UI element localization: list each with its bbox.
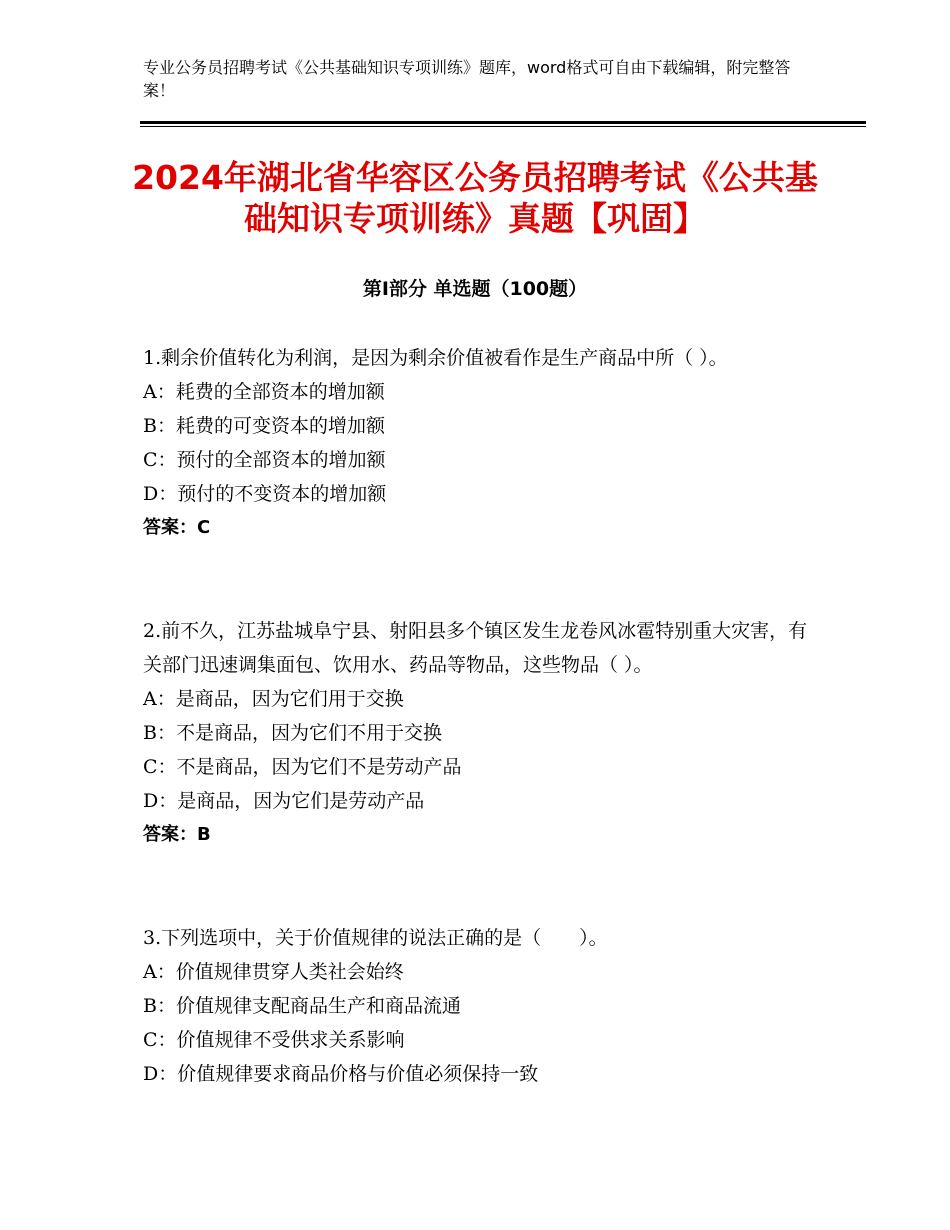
- document-title: 2024年湖北省华容区公务员招聘考试《公共基础知识专项训练》真题【巩固】: [132, 158, 818, 238]
- header-rule-thick: [140, 121, 866, 124]
- question-1: [143, 341, 808, 545]
- option-a: A：耗费的全部资本的增加额: [143, 381, 385, 403]
- option-c: C：价值规律不受供求关系影响: [143, 1029, 405, 1051]
- answer: 答案：B: [143, 824, 211, 845]
- option-a: A：是商品，因为它们用于交换: [143, 688, 404, 710]
- option-d: D：预付的不变资本的增加额: [143, 483, 387, 505]
- question-stem: 1.剩余价值转化为利润，是因为剩余价值被看作是生产商品中所（ ）。: [143, 347, 728, 369]
- option-d: D：价值规律要求商品价格与价值必须保持一致: [143, 1063, 539, 1085]
- option-a: A：价值规律贯穿人类社会始终: [143, 961, 404, 983]
- option-c: C：不是商品，因为它们不是劳动产品: [143, 756, 462, 778]
- section-title: 第Ⅰ部分 单选题（100题）: [362, 278, 588, 300]
- option-c: C：预付的全部资本的增加额: [143, 449, 386, 471]
- header-note: 专业公务员招聘考试《公共基础知识专项训练》题库，word格式可自由下载编辑，附完整答案！: [143, 58, 791, 100]
- option-d: D：是商品，因为它们是劳动产品: [143, 790, 425, 812]
- question-stem: 2.前不久，江苏盐城阜宁县、射阳县多个镇区发生龙卷风冰雹特别重大灾害，有关部门迅速调集面包、饮用水、药品等物品，这些物品（ ）。: [143, 620, 808, 676]
- option-b: B：耗费的可变资本的增加额: [143, 415, 385, 437]
- question-stem: 3.下列选项中，关于价值规律的说法正确的是（ ）。: [143, 927, 608, 949]
- option-b: B：不是商品，因为它们不用于交换: [143, 722, 442, 744]
- header-rule-thin: [140, 126, 866, 127]
- answer: 答案：C: [143, 517, 211, 538]
- question-3: [143, 921, 808, 1091]
- option-b: B：价值规律支配商品生产和商品流通: [143, 995, 461, 1017]
- question-2: [143, 614, 808, 852]
